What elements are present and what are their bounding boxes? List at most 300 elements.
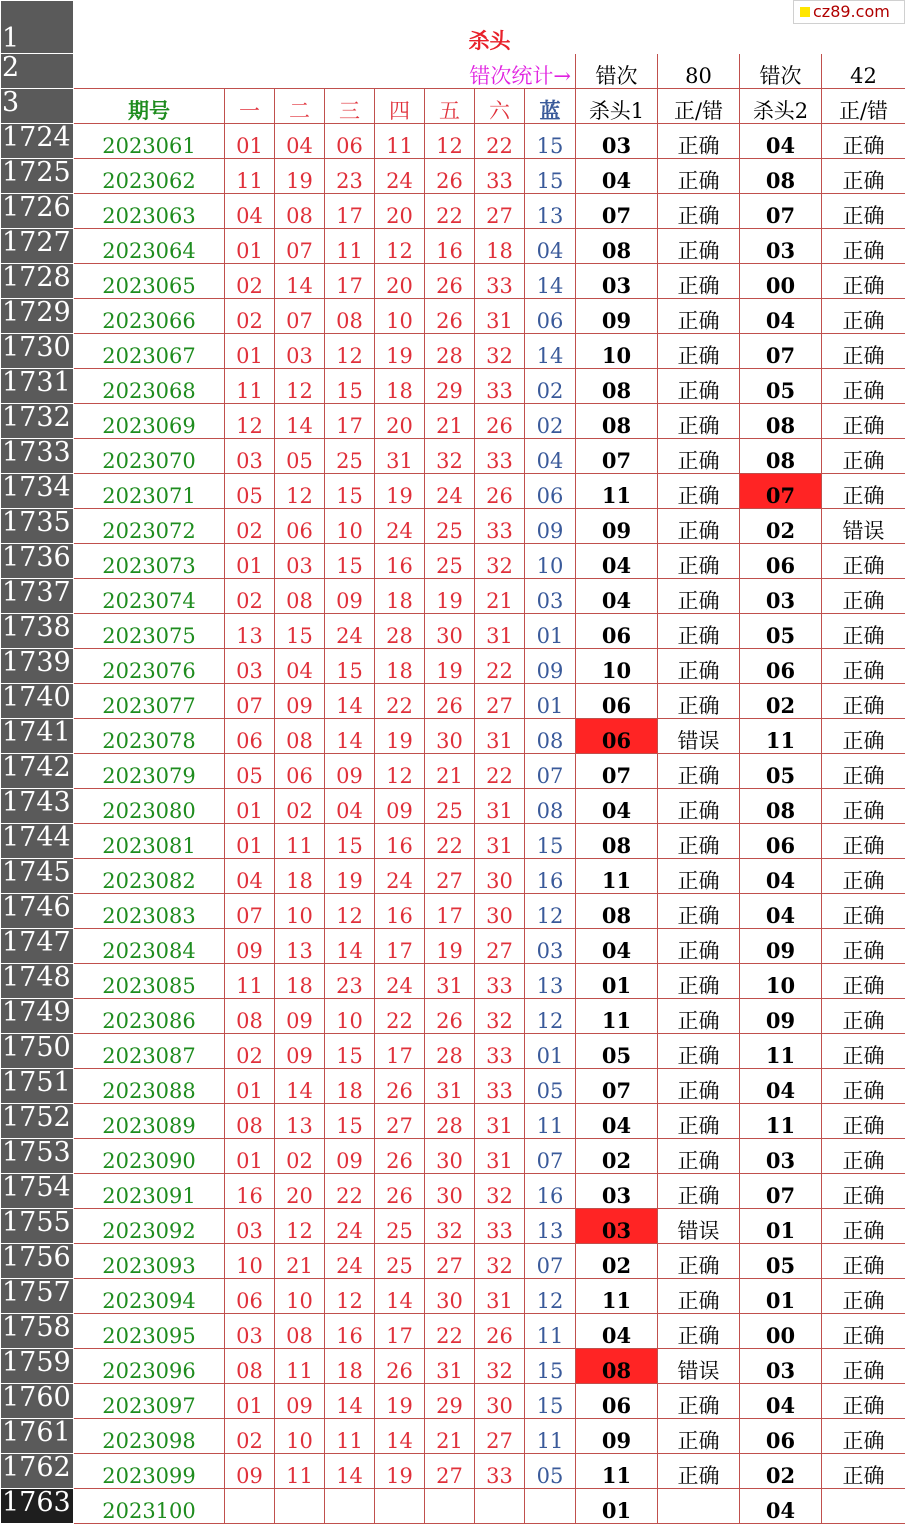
period-cell: 2023081 bbox=[74, 824, 225, 859]
table-row bbox=[1, 194, 905, 229]
kill-2-cell: 00 bbox=[740, 264, 822, 299]
period-cell: 2023064 bbox=[74, 229, 225, 264]
red-ball-cell: 26 bbox=[425, 999, 475, 1034]
result-1-cell: 正确 bbox=[658, 1384, 740, 1419]
row-number[interactable]: 1763 bbox=[1, 1489, 74, 1524]
red-ball-cell: 24 bbox=[425, 474, 475, 509]
red-ball-cell: 07 bbox=[225, 894, 275, 929]
result-1-cell: 正确 bbox=[658, 544, 740, 579]
table-row bbox=[1, 894, 905, 929]
red-ball-cell: 02 bbox=[225, 1034, 275, 1069]
kill-2-cell: 08 bbox=[740, 404, 822, 439]
red-ball-cell: 09 bbox=[325, 579, 375, 614]
kill-1-cell: 06 bbox=[576, 1384, 658, 1419]
red-ball-cell: 30 bbox=[425, 1279, 475, 1314]
row-number[interactable]: 1728 bbox=[1, 264, 74, 299]
red-ball-cell: 04 bbox=[275, 124, 325, 159]
result-1-cell: 错误 bbox=[658, 1209, 740, 1244]
period-cell: 2023093 bbox=[74, 1244, 225, 1279]
table-row bbox=[1, 719, 905, 754]
result-2-cell: 正确 bbox=[822, 684, 905, 719]
blue-ball-cell: 11 bbox=[525, 1314, 576, 1349]
blue-ball-cell: 02 bbox=[525, 369, 576, 404]
kill-2-cell: 07 bbox=[740, 334, 822, 369]
kill-2-cell: 10 bbox=[740, 964, 822, 999]
kill-1-cell: 02 bbox=[576, 1244, 658, 1279]
blue-ball-cell: 12 bbox=[525, 894, 576, 929]
red-ball-cell: 18 bbox=[475, 229, 525, 264]
red-ball-cell: 26 bbox=[425, 264, 475, 299]
red-ball-cell: 29 bbox=[425, 1384, 475, 1419]
kill-2-cell: 06 bbox=[740, 649, 822, 684]
red-ball-cell: 12 bbox=[425, 124, 475, 159]
red-ball-cell: 04 bbox=[325, 789, 375, 824]
red-ball-cell: 31 bbox=[475, 1279, 525, 1314]
period-cell: 2023067 bbox=[74, 334, 225, 369]
red-ball-cell: 15 bbox=[275, 614, 325, 649]
kill-1-cell: 08 bbox=[576, 894, 658, 929]
table-row bbox=[1, 754, 905, 789]
red-ball-cell: 11 bbox=[275, 824, 325, 859]
row-number[interactable]: 1757 bbox=[1, 1279, 74, 1314]
red-ball-cell: 25 bbox=[425, 509, 475, 544]
period-cell: 2023083 bbox=[74, 894, 225, 929]
red-ball-cell: 19 bbox=[375, 1454, 425, 1489]
red-ball-cell: 16 bbox=[225, 1174, 275, 1209]
red-ball-cell: 07 bbox=[275, 229, 325, 264]
blue-ball-cell: 01 bbox=[525, 614, 576, 649]
result-1-cell: 正确 bbox=[658, 684, 740, 719]
blue-ball-cell: 13 bbox=[525, 964, 576, 999]
result-1-cell: 正确 bbox=[658, 439, 740, 474]
blue-ball-cell: 06 bbox=[525, 474, 576, 509]
row-number[interactable]: 3 bbox=[1, 89, 74, 124]
row-number[interactable]: 1752 bbox=[1, 1104, 74, 1139]
red-ball-cell: 26 bbox=[375, 1139, 425, 1174]
row-number[interactable]: 1756 bbox=[1, 1244, 74, 1279]
red-ball-cell: 01 bbox=[225, 824, 275, 859]
red-ball-cell: 22 bbox=[375, 999, 425, 1034]
red-ball-cell: 14 bbox=[325, 684, 375, 719]
kill-1-cell: 03 bbox=[576, 1174, 658, 1209]
row-number[interactable]: 1736 bbox=[1, 544, 74, 579]
kill-1-cell: 07 bbox=[576, 1069, 658, 1104]
row-number[interactable]: 1754 bbox=[1, 1174, 74, 1209]
red-ball-cell: 32 bbox=[475, 1244, 525, 1279]
row-number[interactable]: 1724 bbox=[1, 124, 74, 159]
blue-ball-cell: 11 bbox=[525, 1419, 576, 1454]
stats-label-1: 错次 bbox=[576, 54, 658, 89]
kill-1-cell: 06 bbox=[576, 719, 658, 754]
red-ball-cell: 15 bbox=[325, 369, 375, 404]
sheet-title: 杀头 bbox=[74, 1, 905, 54]
red-ball-cell: 06 bbox=[225, 719, 275, 754]
red-ball-cell: 20 bbox=[275, 1174, 325, 1209]
red-ball-cell: 24 bbox=[375, 509, 425, 544]
row-number[interactable]: 1747 bbox=[1, 929, 74, 964]
result-1-cell: 正确 bbox=[658, 1279, 740, 1314]
result-1-cell: 正确 bbox=[658, 509, 740, 544]
red-ball-cell: 27 bbox=[425, 859, 475, 894]
red-ball-cell: 31 bbox=[425, 1349, 475, 1384]
result-1-cell: 正确 bbox=[658, 264, 740, 299]
red-ball-cell: 19 bbox=[375, 334, 425, 369]
table-row bbox=[1, 369, 905, 404]
kill-1-cell: 07 bbox=[576, 194, 658, 229]
result-1-cell: 正确 bbox=[658, 1244, 740, 1279]
kill-1-cell: 01 bbox=[576, 964, 658, 999]
table-row bbox=[1, 474, 905, 509]
period-cell: 2023090 bbox=[74, 1139, 225, 1174]
period-cell: 2023099 bbox=[74, 1454, 225, 1489]
kill-2-cell: 11 bbox=[740, 719, 822, 754]
red-ball-cell: 26 bbox=[375, 1174, 425, 1209]
kill-1-cell: 10 bbox=[576, 649, 658, 684]
red-ball-cell: 19 bbox=[425, 929, 475, 964]
result-2-cell bbox=[822, 1489, 905, 1524]
result-1-cell: 正确 bbox=[658, 999, 740, 1034]
red-ball-cell: 15 bbox=[325, 824, 375, 859]
row-number[interactable]: 1727 bbox=[1, 229, 74, 264]
result-1-cell: 正确 bbox=[658, 334, 740, 369]
red-ball-cell: 31 bbox=[425, 964, 475, 999]
header-ball-4: 四 bbox=[375, 89, 425, 124]
red-ball-cell: 33 bbox=[475, 509, 525, 544]
kill-1-cell: 08 bbox=[576, 1349, 658, 1384]
red-ball-cell: 11 bbox=[225, 369, 275, 404]
red-ball-cell: 22 bbox=[425, 824, 475, 859]
red-ball-cell: 08 bbox=[225, 1349, 275, 1384]
red-ball-cell: 12 bbox=[275, 369, 325, 404]
stats-value-2: 42 bbox=[822, 54, 905, 89]
red-ball-cell: 32 bbox=[475, 1349, 525, 1384]
result-2-cell: 正确 bbox=[822, 859, 905, 894]
row-number[interactable]: 1751 bbox=[1, 1069, 74, 1104]
red-ball-cell: 25 bbox=[425, 789, 475, 824]
row-number[interactable]: 1744 bbox=[1, 824, 74, 859]
red-ball-cell: 05 bbox=[225, 474, 275, 509]
blue-ball-cell: 09 bbox=[525, 649, 576, 684]
result-1-cell: 错误 bbox=[658, 1349, 740, 1384]
kill-2-cell: 06 bbox=[740, 824, 822, 859]
title-row bbox=[1, 1, 905, 54]
result-2-cell: 正确 bbox=[822, 1349, 905, 1384]
table-row bbox=[1, 299, 905, 334]
table-row bbox=[1, 1034, 905, 1069]
kill-2-cell: 05 bbox=[740, 1244, 822, 1279]
red-ball-cell: 19 bbox=[425, 649, 475, 684]
row-number[interactable]: 1738 bbox=[1, 614, 74, 649]
red-ball-cell: 26 bbox=[475, 404, 525, 439]
red-ball-cell: 14 bbox=[325, 929, 375, 964]
kill-1-cell: 03 bbox=[576, 264, 658, 299]
kill-1-cell: 08 bbox=[576, 404, 658, 439]
table-row bbox=[1, 1279, 905, 1314]
red-ball-cell: 21 bbox=[425, 754, 475, 789]
red-ball-cell: 10 bbox=[325, 509, 375, 544]
red-ball-cell: 17 bbox=[375, 1034, 425, 1069]
period-cell: 2023091 bbox=[74, 1174, 225, 1209]
blue-ball-cell: 15 bbox=[525, 124, 576, 159]
red-ball-cell: 33 bbox=[475, 439, 525, 474]
red-ball-cell: 01 bbox=[225, 1069, 275, 1104]
red-ball-cell bbox=[375, 1489, 425, 1524]
kill-2-cell: 03 bbox=[740, 1139, 822, 1174]
red-ball-cell: 18 bbox=[325, 1069, 375, 1104]
table-row bbox=[1, 824, 905, 859]
red-ball-cell: 33 bbox=[475, 264, 525, 299]
kill-1-cell: 07 bbox=[576, 439, 658, 474]
period-cell: 2023074 bbox=[74, 579, 225, 614]
row-number[interactable]: 1759 bbox=[1, 1349, 74, 1384]
blue-ball-cell: 07 bbox=[525, 1244, 576, 1279]
blue-ball-cell: 15 bbox=[525, 1349, 576, 1384]
red-ball-cell: 19 bbox=[425, 579, 475, 614]
red-ball-cell: 11 bbox=[325, 229, 375, 264]
blue-ball-cell: 12 bbox=[525, 999, 576, 1034]
red-ball-cell: 26 bbox=[425, 299, 475, 334]
kill-1-cell: 04 bbox=[576, 544, 658, 579]
red-ball-cell: 25 bbox=[375, 1244, 425, 1279]
row-number[interactable]: 1 bbox=[1, 1, 74, 54]
row-number[interactable]: 1737 bbox=[1, 579, 74, 614]
red-ball-cell: 07 bbox=[275, 299, 325, 334]
red-ball-cell: 09 bbox=[225, 929, 275, 964]
kill-2-cell: 05 bbox=[740, 614, 822, 649]
red-ball-cell: 15 bbox=[325, 1104, 375, 1139]
red-ball-cell: 06 bbox=[325, 124, 375, 159]
header-ball-5: 五 bbox=[425, 89, 475, 124]
red-ball-cell: 09 bbox=[225, 1454, 275, 1489]
red-ball-cell: 18 bbox=[375, 369, 425, 404]
row-number[interactable]: 1726 bbox=[1, 194, 74, 229]
period-cell: 2023094 bbox=[74, 1279, 225, 1314]
blue-ball-cell: 05 bbox=[525, 1454, 576, 1489]
red-ball-cell: 27 bbox=[475, 1419, 525, 1454]
red-ball-cell: 15 bbox=[325, 474, 375, 509]
result-1-cell: 正确 bbox=[658, 579, 740, 614]
red-ball-cell: 08 bbox=[275, 719, 325, 754]
table-row bbox=[1, 1419, 905, 1454]
red-ball-cell: 19 bbox=[375, 474, 425, 509]
result-2-cell: 正确 bbox=[822, 369, 905, 404]
result-1-cell: 正确 bbox=[658, 1104, 740, 1139]
red-ball-cell: 30 bbox=[475, 894, 525, 929]
red-ball-cell: 23 bbox=[325, 159, 375, 194]
row-number[interactable]: 1762 bbox=[1, 1454, 74, 1489]
blue-ball-cell: 11 bbox=[525, 1104, 576, 1139]
result-2-cell: 正确 bbox=[822, 719, 905, 754]
row-number[interactable]: 1734 bbox=[1, 474, 74, 509]
row-number[interactable]: 1731 bbox=[1, 369, 74, 404]
red-ball-cell: 16 bbox=[375, 544, 425, 579]
red-ball-cell: 05 bbox=[275, 439, 325, 474]
blue-ball-cell: 03 bbox=[525, 579, 576, 614]
red-ball-cell: 25 bbox=[375, 1209, 425, 1244]
blue-ball-cell: 05 bbox=[525, 1069, 576, 1104]
result-1-cell: 正确 bbox=[658, 474, 740, 509]
result-2-cell: 正确 bbox=[822, 999, 905, 1034]
red-ball-cell: 12 bbox=[375, 754, 425, 789]
red-ball-cell: 12 bbox=[325, 1279, 375, 1314]
blue-ball-cell: 14 bbox=[525, 264, 576, 299]
header-kill-1: 杀头1 bbox=[576, 89, 658, 124]
blue-ball-cell: 14 bbox=[525, 334, 576, 369]
red-ball-cell: 32 bbox=[425, 439, 475, 474]
result-1-cell: 正确 bbox=[658, 1034, 740, 1069]
blue-ball-cell: 07 bbox=[525, 754, 576, 789]
blue-ball-cell bbox=[525, 1489, 576, 1524]
blue-ball-cell: 01 bbox=[525, 684, 576, 719]
red-ball-cell: 14 bbox=[275, 264, 325, 299]
kill-1-cell: 06 bbox=[576, 614, 658, 649]
kill-1-cell: 09 bbox=[576, 509, 658, 544]
row-number[interactable]: 1758 bbox=[1, 1314, 74, 1349]
red-ball-cell: 01 bbox=[225, 789, 275, 824]
red-ball-cell: 11 bbox=[225, 964, 275, 999]
red-ball-cell: 15 bbox=[325, 649, 375, 684]
period-cell: 2023066 bbox=[74, 299, 225, 334]
red-ball-cell: 01 bbox=[225, 544, 275, 579]
kill-1-cell: 05 bbox=[576, 1034, 658, 1069]
row-number[interactable]: 1742 bbox=[1, 754, 74, 789]
period-cell: 2023072 bbox=[74, 509, 225, 544]
red-ball-cell: 22 bbox=[475, 649, 525, 684]
row-number[interactable]: 1743 bbox=[1, 789, 74, 824]
period-cell: 2023070 bbox=[74, 439, 225, 474]
result-1-cell: 正确 bbox=[658, 1454, 740, 1489]
kill-1-cell: 10 bbox=[576, 334, 658, 369]
row-number[interactable]: 1741 bbox=[1, 719, 74, 754]
blue-ball-cell: 13 bbox=[525, 194, 576, 229]
row-number[interactable]: 1753 bbox=[1, 1139, 74, 1174]
blue-ball-cell: 16 bbox=[525, 859, 576, 894]
header-ball-2: 二 bbox=[275, 89, 325, 124]
kill-2-cell: 03 bbox=[740, 1349, 822, 1384]
red-ball-cell: 31 bbox=[475, 299, 525, 334]
row-number[interactable]: 1733 bbox=[1, 439, 74, 474]
row-number[interactable]: 1748 bbox=[1, 964, 74, 999]
red-ball-cell: 26 bbox=[425, 684, 475, 719]
result-2-cell: 正确 bbox=[822, 1174, 905, 1209]
result-2-cell: 正确 bbox=[822, 1034, 905, 1069]
red-ball-cell bbox=[425, 1489, 475, 1524]
red-ball-cell: 06 bbox=[225, 1279, 275, 1314]
row-number[interactable]: 2 bbox=[1, 54, 74, 89]
blue-ball-cell: 08 bbox=[525, 789, 576, 824]
table-row bbox=[1, 964, 905, 999]
result-2-cell: 正确 bbox=[822, 194, 905, 229]
table-row bbox=[1, 789, 905, 824]
red-ball-cell: 22 bbox=[325, 1174, 375, 1209]
row-number[interactable]: 1745 bbox=[1, 859, 74, 894]
red-ball-cell: 22 bbox=[375, 684, 425, 719]
red-ball-cell: 07 bbox=[225, 684, 275, 719]
result-1-cell bbox=[658, 1489, 740, 1524]
result-2-cell: 正确 bbox=[822, 649, 905, 684]
result-2-cell: 正确 bbox=[822, 404, 905, 439]
table-row bbox=[1, 159, 905, 194]
row-number[interactable]: 1755 bbox=[1, 1209, 74, 1244]
red-ball-cell: 31 bbox=[475, 1139, 525, 1174]
red-ball-cell: 33 bbox=[475, 1069, 525, 1104]
red-ball-cell: 03 bbox=[225, 439, 275, 474]
red-ball-cell: 32 bbox=[475, 999, 525, 1034]
red-ball-cell: 22 bbox=[475, 124, 525, 159]
red-ball-cell: 24 bbox=[325, 614, 375, 649]
red-ball-cell: 25 bbox=[325, 439, 375, 474]
period-cell: 2023095 bbox=[74, 1314, 225, 1349]
red-ball-cell: 33 bbox=[475, 1209, 525, 1244]
result-2-cell: 正确 bbox=[822, 1384, 905, 1419]
period-cell: 2023077 bbox=[74, 684, 225, 719]
row-number[interactable]: 1725 bbox=[1, 159, 74, 194]
table-row bbox=[1, 229, 905, 264]
red-ball-cell: 22 bbox=[425, 194, 475, 229]
stats-value-1: 80 bbox=[658, 54, 740, 89]
result-2-cell: 正确 bbox=[822, 1454, 905, 1489]
row-number[interactable]: 1740 bbox=[1, 684, 74, 719]
table-row bbox=[1, 1139, 905, 1174]
row-number[interactable]: 1739 bbox=[1, 649, 74, 684]
red-ball-cell: 29 bbox=[425, 369, 475, 404]
result-2-cell: 正确 bbox=[822, 1314, 905, 1349]
row-number[interactable]: 1749 bbox=[1, 999, 74, 1034]
red-ball-cell: 12 bbox=[325, 334, 375, 369]
red-ball-cell bbox=[275, 1489, 325, 1524]
red-ball-cell: 13 bbox=[225, 614, 275, 649]
column-header-row bbox=[1, 89, 905, 124]
period-cell: 2023088 bbox=[74, 1069, 225, 1104]
red-ball-cell: 32 bbox=[425, 1209, 475, 1244]
row-number[interactable]: 1760 bbox=[1, 1384, 74, 1419]
row-number[interactable]: 1746 bbox=[1, 894, 74, 929]
red-ball-cell: 12 bbox=[225, 404, 275, 439]
red-ball-cell: 16 bbox=[425, 229, 475, 264]
stats-label-2: 错次 bbox=[740, 54, 822, 89]
kill-2-cell: 09 bbox=[740, 929, 822, 964]
kill-1-cell: 03 bbox=[576, 124, 658, 159]
red-ball-cell: 24 bbox=[375, 859, 425, 894]
row-number[interactable]: 1732 bbox=[1, 404, 74, 439]
kill-2-cell: 08 bbox=[740, 789, 822, 824]
kill-1-cell: 09 bbox=[576, 1419, 658, 1454]
table-row bbox=[1, 264, 905, 299]
red-ball-cell: 21 bbox=[275, 1244, 325, 1279]
result-2-cell: 正确 bbox=[822, 159, 905, 194]
result-2-cell: 正确 bbox=[822, 964, 905, 999]
watermark-text: cz89.com bbox=[813, 2, 890, 21]
red-ball-cell bbox=[475, 1489, 525, 1524]
row-number[interactable]: 1729 bbox=[1, 299, 74, 334]
header-kill-2: 杀头2 bbox=[740, 89, 822, 124]
row-number[interactable]: 1735 bbox=[1, 509, 74, 544]
row-number[interactable]: 1761 bbox=[1, 1419, 74, 1454]
red-ball-cell: 04 bbox=[225, 194, 275, 229]
red-ball-cell: 17 bbox=[375, 1314, 425, 1349]
result-1-cell: 正确 bbox=[658, 369, 740, 404]
row-number[interactable]: 1750 bbox=[1, 1034, 74, 1069]
blue-ball-cell: 15 bbox=[525, 824, 576, 859]
result-2-cell: 正确 bbox=[822, 1069, 905, 1104]
red-ball-cell: 14 bbox=[325, 719, 375, 754]
kill-1-cell: 11 bbox=[576, 1454, 658, 1489]
kill-2-cell: 04 bbox=[740, 124, 822, 159]
row-number[interactable]: 1730 bbox=[1, 334, 74, 369]
red-ball-cell: 28 bbox=[375, 614, 425, 649]
red-ball-cell: 10 bbox=[275, 1419, 325, 1454]
blue-ball-cell: 01 bbox=[525, 1034, 576, 1069]
